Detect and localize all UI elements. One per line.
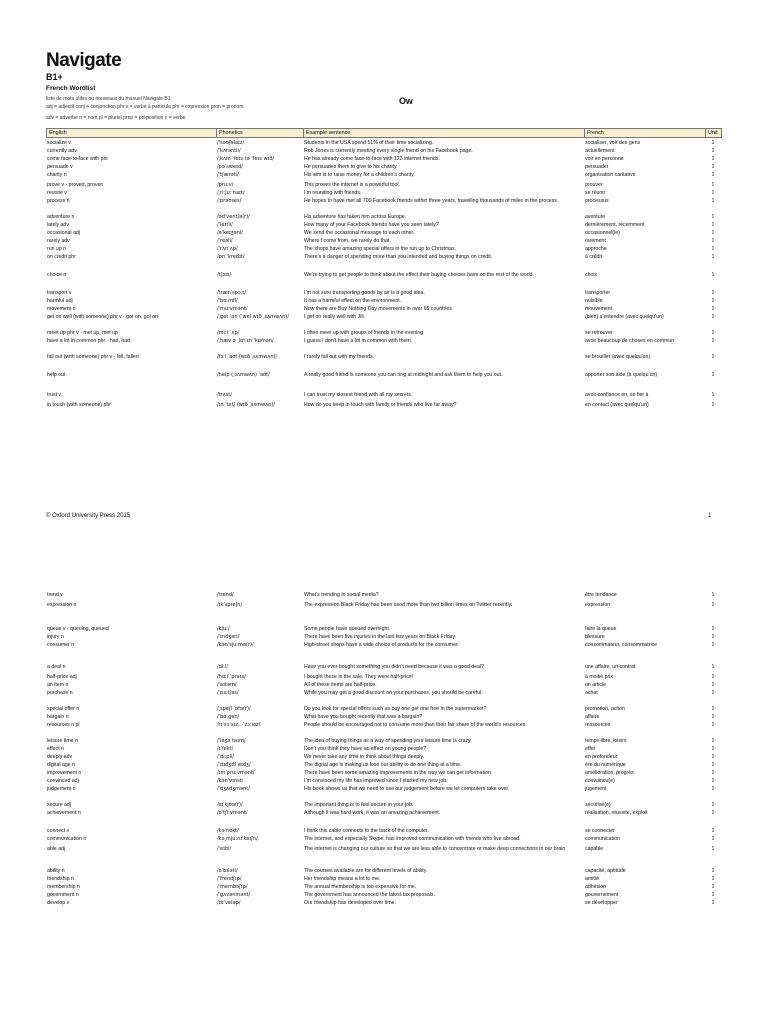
cell-ph: /ˈaɪtəm/ bbox=[217, 682, 237, 688]
cell-ph: /ɪˈfekt/ bbox=[217, 746, 234, 752]
cell-ph: /pruːv/ bbox=[217, 182, 234, 188]
cell-en: leisure time n bbox=[47, 738, 78, 744]
cell-ex: He hopes to have met all 700 Facebook friends within three years, travelling thousands of miles in the process. bbox=[304, 198, 559, 204]
cell-ex: The idea of buying things as a way of spending your leisure time is crazy. bbox=[304, 738, 472, 744]
cell-en: queue v - queuing, queued bbox=[47, 626, 109, 632]
cell-u: 1 bbox=[711, 140, 715, 146]
cell-u: 1 bbox=[711, 884, 715, 890]
copyright-footer: © Oxford University Press 2015 bbox=[46, 513, 131, 519]
cell-ex: How do you keep in touch with family or friends who live far away? bbox=[304, 402, 457, 408]
cell-fr: affaire bbox=[585, 714, 600, 720]
cell-ph: /ˈeɪbl/ bbox=[217, 846, 232, 852]
cell-fr: se réunir bbox=[585, 190, 606, 196]
cell-u: 1 bbox=[711, 272, 715, 278]
cell-en: trust v bbox=[47, 392, 62, 398]
cell-fr: rarement bbox=[585, 238, 606, 244]
cell-u: 1 bbox=[711, 828, 715, 834]
cell-en: an item n bbox=[47, 682, 69, 688]
cell-ph: /ˌhæv ə ˌlɒt ɪn ˈkɒmən/ bbox=[217, 338, 274, 344]
cell-en: half-price adj bbox=[47, 674, 77, 680]
cell-ex: We’re trying to get people to think about the effect their buying choices have on the rest of the world. bbox=[304, 272, 534, 278]
cell-en: purchase n bbox=[47, 690, 73, 696]
cell-ph: /trænˈspɔːt/ bbox=[217, 290, 247, 296]
cell-ph: /əˈtʃiːvmənt/ bbox=[217, 810, 248, 816]
cell-fr: gouvernement bbox=[585, 892, 619, 898]
cell-ex: The internet, and especially Skype, has improved communication with friends who live abroad. bbox=[304, 836, 521, 842]
cell-en: run up n bbox=[47, 246, 67, 252]
cell-en: a deal n bbox=[47, 664, 66, 670]
cell-u: 1 bbox=[711, 900, 715, 906]
cell-u: 1 bbox=[711, 298, 715, 304]
oxford-logo: Ow bbox=[399, 96, 413, 106]
cell-ph: /rɪˈsɔːsɪz, -ˈzɔːsɪz/ bbox=[217, 722, 261, 728]
cell-u: 1 bbox=[711, 602, 715, 608]
cell-en: friendship n bbox=[47, 876, 74, 882]
cell-ph: /ˈmembəʃɪp/ bbox=[217, 884, 248, 890]
cell-fr: avoir confiance en, se fier à bbox=[585, 392, 649, 398]
cell-ph: /ˈrʌn ʌp/ bbox=[217, 246, 238, 252]
cell-ex: Although it was hard work, it was an amazing achievement. bbox=[304, 810, 441, 816]
cell-fr: temps libre, loisirs bbox=[585, 738, 627, 744]
cell-ph: /trend/ bbox=[217, 592, 234, 598]
cell-ph: /ˈɡʌvənmənt/ bbox=[217, 892, 251, 898]
cell-u: 1 bbox=[711, 238, 715, 244]
cell-u: 1 bbox=[711, 868, 715, 874]
cell-fr: (bien) s’entendre (avec quelqu’un) bbox=[585, 314, 664, 320]
intro-text: liste de mots utiles ou nouveaux du manuel Navigate B1. bbox=[46, 96, 172, 102]
cell-fr: faire la queue bbox=[585, 626, 617, 632]
cell-ph: /ˈfrendʃɪp/ bbox=[217, 876, 242, 882]
cell-ex: I get on really well with Jill. bbox=[304, 314, 366, 320]
cell-fr: blessure bbox=[585, 634, 605, 640]
cell-ex: Have you ever bought something you didn’t need because it was a good deal? bbox=[304, 664, 484, 670]
cell-ex: His book shows us that we need to use our judgement before we let computers take over. bbox=[304, 786, 510, 792]
cell-en: judgement n bbox=[47, 786, 76, 792]
cell-en: help out bbox=[47, 372, 66, 378]
cell-ex: Some people have queued overnight. bbox=[304, 626, 391, 632]
cell-u: 1 bbox=[711, 214, 715, 220]
cell-fr: voir en personne bbox=[585, 156, 624, 162]
cell-ex: Do you look for special offers such as buy one get one free in the supermarket? bbox=[304, 706, 487, 712]
cell-fr: promotion, action bbox=[585, 706, 625, 712]
cell-ph: /ədˈventʃə(r)/ bbox=[217, 214, 250, 220]
cell-ex: I often meet up with groups of friends in the evening. bbox=[304, 330, 425, 336]
cell-fr: dernièrement, récemment bbox=[585, 222, 645, 228]
cell-u: 1 bbox=[711, 156, 715, 162]
cell-ex: High-street shops have a wide choice of products for the consumer. bbox=[304, 642, 459, 648]
cell-fr: aventure bbox=[585, 214, 606, 220]
cell-fr: ère du numérique bbox=[585, 762, 626, 768]
cell-en: digital age n bbox=[47, 762, 75, 768]
cell-en: improvement n bbox=[47, 770, 82, 776]
cell-ex: There’s a danger of spending more than you intended and buying things on credit. bbox=[304, 254, 493, 260]
column-english: English bbox=[49, 130, 67, 136]
cell-fr: être tendance bbox=[585, 592, 617, 598]
cell-en: currently adv bbox=[47, 148, 77, 154]
cell-u: 1 bbox=[711, 846, 715, 852]
cell-en: develop v bbox=[47, 900, 70, 906]
cell-en: expression n bbox=[47, 602, 77, 608]
cell-fr: se brouiller (avec quelqu’un) bbox=[585, 354, 651, 360]
column-unit: Unit bbox=[705, 129, 718, 137]
cell-en: secure adj bbox=[47, 802, 71, 808]
cell-u: 1 bbox=[711, 230, 715, 236]
cell-u: 1 bbox=[711, 682, 715, 688]
abbreviations-line-1: adj = adjectif conj = conjonction phr v = verbe à particule phr = expression pron = pronom bbox=[46, 104, 244, 110]
cell-en: come face-to-face with phr bbox=[47, 156, 109, 162]
cell-u: 1 bbox=[711, 592, 715, 598]
cell-fr: expression bbox=[585, 602, 611, 608]
cell-fr: achat bbox=[585, 690, 598, 696]
cell-fr: avoir beaucoup de choses en commun bbox=[585, 338, 675, 344]
cell-ex: I can trust my closest friend with all my secrets. bbox=[304, 392, 413, 398]
cell-ex: The important thing is to feel secure in your job. bbox=[304, 802, 414, 808]
wordlist-title: French Wordlist bbox=[46, 85, 96, 92]
cell-u: 1 bbox=[711, 354, 715, 360]
cell-en: meet up phr v - met up, met up bbox=[47, 330, 118, 336]
cell-ph: /ˈreəli/ bbox=[217, 238, 233, 244]
cell-u: 1 bbox=[711, 762, 715, 768]
cell-ph: /miːt ˈʌp/ bbox=[217, 330, 240, 336]
cell-ph: /hɑːf ˈpraɪs/ bbox=[217, 674, 246, 680]
cell-ph: /ˈɪndʒəri/ bbox=[217, 634, 240, 640]
cell-u: 1 bbox=[711, 706, 715, 712]
cell-en: prove v - proved, proven bbox=[47, 182, 104, 188]
cell-u: 1 bbox=[711, 190, 715, 196]
cell-en: deeply adv bbox=[47, 754, 73, 760]
cell-fr: actuellement bbox=[585, 148, 615, 154]
cell-ex: Our friendship has developed over time. bbox=[304, 900, 396, 906]
cell-en: membership n bbox=[47, 884, 80, 890]
cell-fr: se retrouver bbox=[585, 330, 613, 336]
cell-fr: ressources bbox=[585, 722, 611, 728]
cell-ph: /diːl/ bbox=[217, 664, 229, 670]
cell-u: 1 bbox=[711, 182, 715, 188]
cell-u: 1 bbox=[711, 372, 715, 378]
cell-ph: /əˈbɪləti/ bbox=[217, 868, 238, 874]
cell-ex: The annual membership is too expensive for me. bbox=[304, 884, 417, 890]
cell-ph: /ˈbɑːɡən/ bbox=[217, 714, 240, 720]
cell-u: 1 bbox=[711, 754, 715, 760]
cell-fr: communication bbox=[585, 836, 620, 842]
cell-ph: /ˌɡet ˈɒn (ˈwel wɪð ˌsʌmwʌn)/ bbox=[217, 314, 289, 320]
cell-en: process n bbox=[47, 198, 70, 204]
cell-ex: The government has announced the latest tax proposals. bbox=[304, 892, 435, 898]
cell-ex: This proves the internet is a powerful tool. bbox=[304, 182, 401, 188]
column-example: Example sentence bbox=[303, 129, 350, 137]
cell-u: 1 bbox=[711, 778, 715, 784]
cell-fr: capable bbox=[585, 846, 604, 852]
cell-ph: /ˌspeʃl ˈɒfə(r)/ bbox=[217, 706, 251, 712]
cell-ph: /ˈdiːpli/ bbox=[217, 754, 234, 760]
cell-ph: /ˈleʒə taɪm/ bbox=[217, 738, 246, 744]
cell-u: 1 bbox=[711, 722, 715, 728]
cell-ph: /ɪn ˈtʌtʃ (wɪð ˌsʌmwʌn)/ bbox=[217, 402, 276, 408]
cell-ph: /ˈdɪdʒɪtl eɪdʒ/ bbox=[217, 762, 251, 768]
cell-fr: se connecter bbox=[585, 828, 615, 834]
cell-fr: amitié bbox=[585, 876, 599, 882]
cell-en: socialize v bbox=[47, 140, 71, 146]
cell-fr: socialiser, voir des gens bbox=[585, 140, 641, 146]
cell-en: consumer n bbox=[47, 642, 75, 648]
cell-u: 1 bbox=[711, 254, 715, 260]
cell-u: 1 bbox=[711, 642, 715, 648]
cell-fr: approche bbox=[585, 246, 607, 252]
cell-fr: processus bbox=[585, 198, 609, 204]
cell-ph: /əˈkeɪʒənl/ bbox=[217, 230, 243, 236]
cell-fr: prouver bbox=[585, 182, 603, 188]
cell-en: have a lot in common phr - had, had bbox=[47, 338, 131, 344]
cell-en: trend v bbox=[47, 592, 63, 598]
table-header bbox=[46, 128, 722, 138]
cell-u: 1 bbox=[711, 222, 715, 228]
abbreviations-line-2: adv = adverbe n = nom pl = pluriel prep = préposition v = verbe bbox=[46, 115, 186, 121]
cell-en: resources n pl bbox=[47, 722, 80, 728]
cell-fr: amélioration, progrès bbox=[585, 770, 634, 776]
cell-ex: The digital age is making us lose our ability to do one thing at a time. bbox=[304, 762, 462, 768]
cell-ex: He persuades them to give to his charity. bbox=[304, 164, 398, 170]
cell-u: 1 bbox=[711, 892, 715, 898]
cell-ex: We send the occasional message to each other. bbox=[304, 230, 415, 236]
cell-ph: /sɪˈkjʊə(r)/ bbox=[217, 802, 243, 808]
cell-en: movement n bbox=[47, 306, 76, 312]
cell-en: connect v bbox=[47, 828, 70, 834]
cell-ph: /ˈprəʊses/ bbox=[217, 198, 242, 204]
cell-fr: organisation caritative bbox=[585, 172, 636, 178]
cell-ph: /help (ˌsʌmwʌn) ˈaʊt/ bbox=[217, 372, 270, 378]
cell-ph: /ˌkʌm ˈfeɪs tə ˈfeɪs wɪð/ bbox=[217, 156, 275, 162]
cell-ex: Students in the USA spend 51% of their time socializing. bbox=[304, 140, 434, 146]
cell-fr: un article bbox=[585, 682, 607, 688]
cell-fr: mouvement bbox=[585, 306, 613, 312]
cell-u: 1 bbox=[711, 314, 715, 320]
cell-ex: I bought these in the sale. They were half-price! bbox=[304, 674, 414, 680]
cell-en: communication n bbox=[47, 836, 87, 842]
cell-u: 1 bbox=[711, 690, 715, 696]
cell-en: rarely adv bbox=[47, 238, 70, 244]
cell-u: 1 bbox=[711, 626, 715, 632]
cell-u: 1 bbox=[711, 674, 715, 680]
cell-ex: He has already come face-to-face with 123 internet friends. bbox=[304, 156, 440, 162]
cell-fr: occasionnel(le) bbox=[585, 230, 620, 236]
cell-en: in touch (with someone) phr bbox=[47, 402, 112, 408]
cell-ex: The expression Black Friday has been used more than two billion times on Twitter recently. bbox=[304, 602, 513, 608]
cell-u: 1 bbox=[711, 392, 715, 398]
cell-u: 1 bbox=[711, 746, 715, 752]
cell-en: get on well (with someone) phr v - got on, got on bbox=[47, 314, 159, 320]
cell-fr: nuisible bbox=[585, 298, 603, 304]
cell-fr: réalisation, réussite, exploit bbox=[585, 810, 648, 816]
cell-ex: A really good friend is someone you can ring at midnight and ask them to help you out. bbox=[304, 372, 503, 378]
page-number: 1 bbox=[708, 513, 712, 519]
cell-fr: capacité, aptitude bbox=[585, 868, 626, 874]
cell-u: 1 bbox=[711, 770, 715, 776]
cell-fr: jugement bbox=[585, 786, 607, 792]
cell-u: 1 bbox=[711, 664, 715, 670]
cell-en: reunite v bbox=[47, 190, 67, 196]
cell-u: 1 bbox=[711, 198, 715, 204]
cell-ph: /trʌst/ bbox=[217, 392, 232, 398]
cell-ph: /ˈleɪtli/ bbox=[217, 222, 233, 228]
cell-ex: There have been some amazing improvements in the way we can get information. bbox=[304, 770, 493, 776]
cell-ex: People should be encouraged not to consume more than their fair share of the world’s resources. bbox=[304, 722, 527, 728]
cell-ph: /ˈsəʊʃəlaɪz/ bbox=[217, 140, 245, 146]
cell-ex: His aim is to raise money for a children’s charity. bbox=[304, 172, 415, 178]
cell-ex: His adventure has taken him across Europe. bbox=[304, 214, 407, 220]
cell-u: 1 bbox=[711, 338, 715, 344]
cell-ph: /kjuː/ bbox=[217, 626, 230, 632]
cell-en: injury n bbox=[47, 634, 64, 640]
cell-fr: effet bbox=[585, 746, 595, 752]
cell-ex: I’m reuniting with friends. bbox=[304, 190, 362, 196]
cell-u: 1 bbox=[711, 634, 715, 640]
cell-fr: à moitié prix bbox=[585, 674, 613, 680]
cell-ex: I guess I don’t have a lot in common with them. bbox=[304, 338, 413, 344]
cell-en: government n bbox=[47, 892, 79, 898]
cell-fr: une affaire, un contrat bbox=[585, 664, 636, 670]
cell-ph: /ˈhɑːmfl/ bbox=[217, 298, 238, 304]
cell-fr: persuader bbox=[585, 164, 609, 170]
cell-ph: /ˌriːjuːˈnaɪt/ bbox=[217, 190, 245, 196]
cell-ex: While you may get a good discount on your purchases, you should be careful. bbox=[304, 690, 483, 696]
cell-en: on credit phr bbox=[47, 254, 76, 260]
cell-u: 1 bbox=[711, 836, 715, 842]
cell-ph: /fɔːl ˈaʊt (wɪð ˌsʌmwʌn)/ bbox=[217, 354, 278, 360]
cell-fr: consommateur, consommatrice bbox=[585, 642, 658, 648]
cell-fr: en contact (avec quelqu’un) bbox=[585, 402, 649, 408]
cell-fr: convaincu(e) bbox=[585, 778, 615, 784]
cell-u: 1 bbox=[711, 714, 715, 720]
cell-ex: I’m not sure transporting goods by air is a good idea. bbox=[304, 290, 425, 296]
cell-ex: Where I come from, we rarely do that. bbox=[304, 238, 391, 244]
cell-u: 1 bbox=[711, 876, 715, 882]
cell-u: 1 bbox=[711, 290, 715, 296]
cell-fr: choix bbox=[585, 272, 598, 278]
cell-en: persuade v bbox=[47, 164, 73, 170]
cell-fr: adhésion bbox=[585, 884, 607, 890]
column-phonetics: Phonetics bbox=[216, 129, 243, 137]
cell-ex: What have you bought recently that was a bargain? bbox=[304, 714, 423, 720]
cell-ex: Now there are Buy Nothing Day movements in over 65 countries. bbox=[304, 306, 454, 312]
cell-en: special offer n bbox=[47, 706, 80, 712]
cell-fr: sécurisé(e) bbox=[585, 802, 611, 808]
cell-ph: /kəˈnekt/ bbox=[217, 828, 239, 834]
cell-ph: /ˈmuːvmənt/ bbox=[217, 306, 248, 312]
cell-ex: The internet is changing our culture so that we are less able to concentrate or make deep connections in our brain. bbox=[304, 846, 567, 852]
cell-en: occasional adj bbox=[47, 230, 80, 236]
cell-u: 1 bbox=[711, 330, 715, 336]
cell-ex: There have been five injuries in the last few years on Black Friday. bbox=[304, 634, 457, 640]
cell-ph: /kəˌmjuːnɪˈkeɪʃn/ bbox=[217, 836, 258, 842]
cell-en: lately adv bbox=[47, 222, 69, 228]
cell-ex: It has a harmful effect on the environment. bbox=[304, 298, 402, 304]
cell-ph: /ɒn ˈkredɪt/ bbox=[217, 254, 245, 260]
cell-ex: The courses available are for different levels of ability. bbox=[304, 868, 428, 874]
cell-ph: /pəˈsweɪd/ bbox=[217, 164, 243, 170]
cell-ex: I rarely fall out with my friends. bbox=[304, 354, 375, 360]
level-label: B1+ bbox=[46, 72, 63, 82]
cell-fr: se développer bbox=[585, 900, 618, 906]
cell-ex: Don’t you think they have an effect on young people? bbox=[304, 746, 427, 752]
cell-ph: /ˈkʌrəntli/ bbox=[217, 148, 241, 154]
cell-fr: à crédit bbox=[585, 254, 603, 260]
cell-en: effect n bbox=[47, 746, 64, 752]
cell-u: 1 bbox=[711, 786, 715, 792]
cell-ex: Her friendship means a lot to me. bbox=[304, 876, 381, 882]
cell-ex: I’m convinced my life has improved since I started my new job. bbox=[304, 778, 448, 784]
cell-ph: /ɪmˈpruːvmənt/ bbox=[217, 770, 255, 776]
cell-ex: All of these items are half-price. bbox=[304, 682, 377, 688]
cell-u: 1 bbox=[711, 738, 715, 744]
cell-ex: How many of your Facebook friends have you seen lately? bbox=[304, 222, 439, 228]
cell-ph: /kənˈvɪnst/ bbox=[217, 778, 244, 784]
cell-u: 1 bbox=[711, 246, 715, 252]
cell-u: 1 bbox=[711, 402, 715, 408]
cell-ex: Rob Jones is currently meeting every single friend on his Facebook page. bbox=[304, 148, 473, 154]
cell-en: charity n bbox=[47, 172, 67, 178]
cell-en: ability n bbox=[47, 868, 65, 874]
cell-u: 1 bbox=[711, 164, 715, 170]
cell-en: transport v bbox=[47, 290, 72, 296]
cell-ph: /ɪkˈspreʃn/ bbox=[217, 602, 243, 608]
cell-fr: transporter bbox=[585, 290, 611, 296]
cell-fr: en profondeur bbox=[585, 754, 618, 760]
cell-en: adventure n bbox=[47, 214, 75, 220]
cell-en: achievement n bbox=[47, 810, 81, 816]
cell-ph: /kənˈsjuːmə(r)/ bbox=[217, 642, 254, 648]
cell-en: bargain n bbox=[47, 714, 69, 720]
cell-u: 1 bbox=[711, 810, 715, 816]
cell-u: 1 bbox=[711, 306, 715, 312]
cell-ex: I think this cable connects to the back of the computer. bbox=[304, 828, 429, 834]
cell-ph: /ˈpɜːtʃəs/ bbox=[217, 690, 239, 696]
cell-ex: What’s trending in social media? bbox=[304, 592, 379, 598]
cell-u: 1 bbox=[711, 802, 715, 808]
cell-u: 1 bbox=[711, 172, 715, 178]
cell-en: convinced adj bbox=[47, 778, 79, 784]
cell-ph: /dɪˈveləp/ bbox=[217, 900, 241, 906]
cell-en: choice n bbox=[47, 272, 67, 278]
cell-u: 1 bbox=[711, 148, 715, 154]
cell-ph: /ˈtʃærəti/ bbox=[217, 172, 239, 178]
cell-ex: The shops have amazing special offers in the run up to Christmas. bbox=[304, 246, 457, 252]
cell-en: able adj bbox=[47, 846, 66, 852]
cell-ex: We never take any time to think about things deeply. bbox=[304, 754, 425, 760]
cell-en: harmful adj bbox=[47, 298, 73, 304]
column-french: French bbox=[584, 129, 604, 137]
cell-ph: /ˈdʒʌdʒmənt/ bbox=[217, 786, 250, 792]
cell-fr: apporter son aide (à quelqu’un) bbox=[585, 372, 658, 378]
brand-title: Navigate bbox=[46, 50, 122, 71]
cell-ph: /tʃɔɪs/ bbox=[217, 272, 232, 278]
cell-en: fall out (with someone) phr v - fell, fallen bbox=[47, 354, 139, 360]
